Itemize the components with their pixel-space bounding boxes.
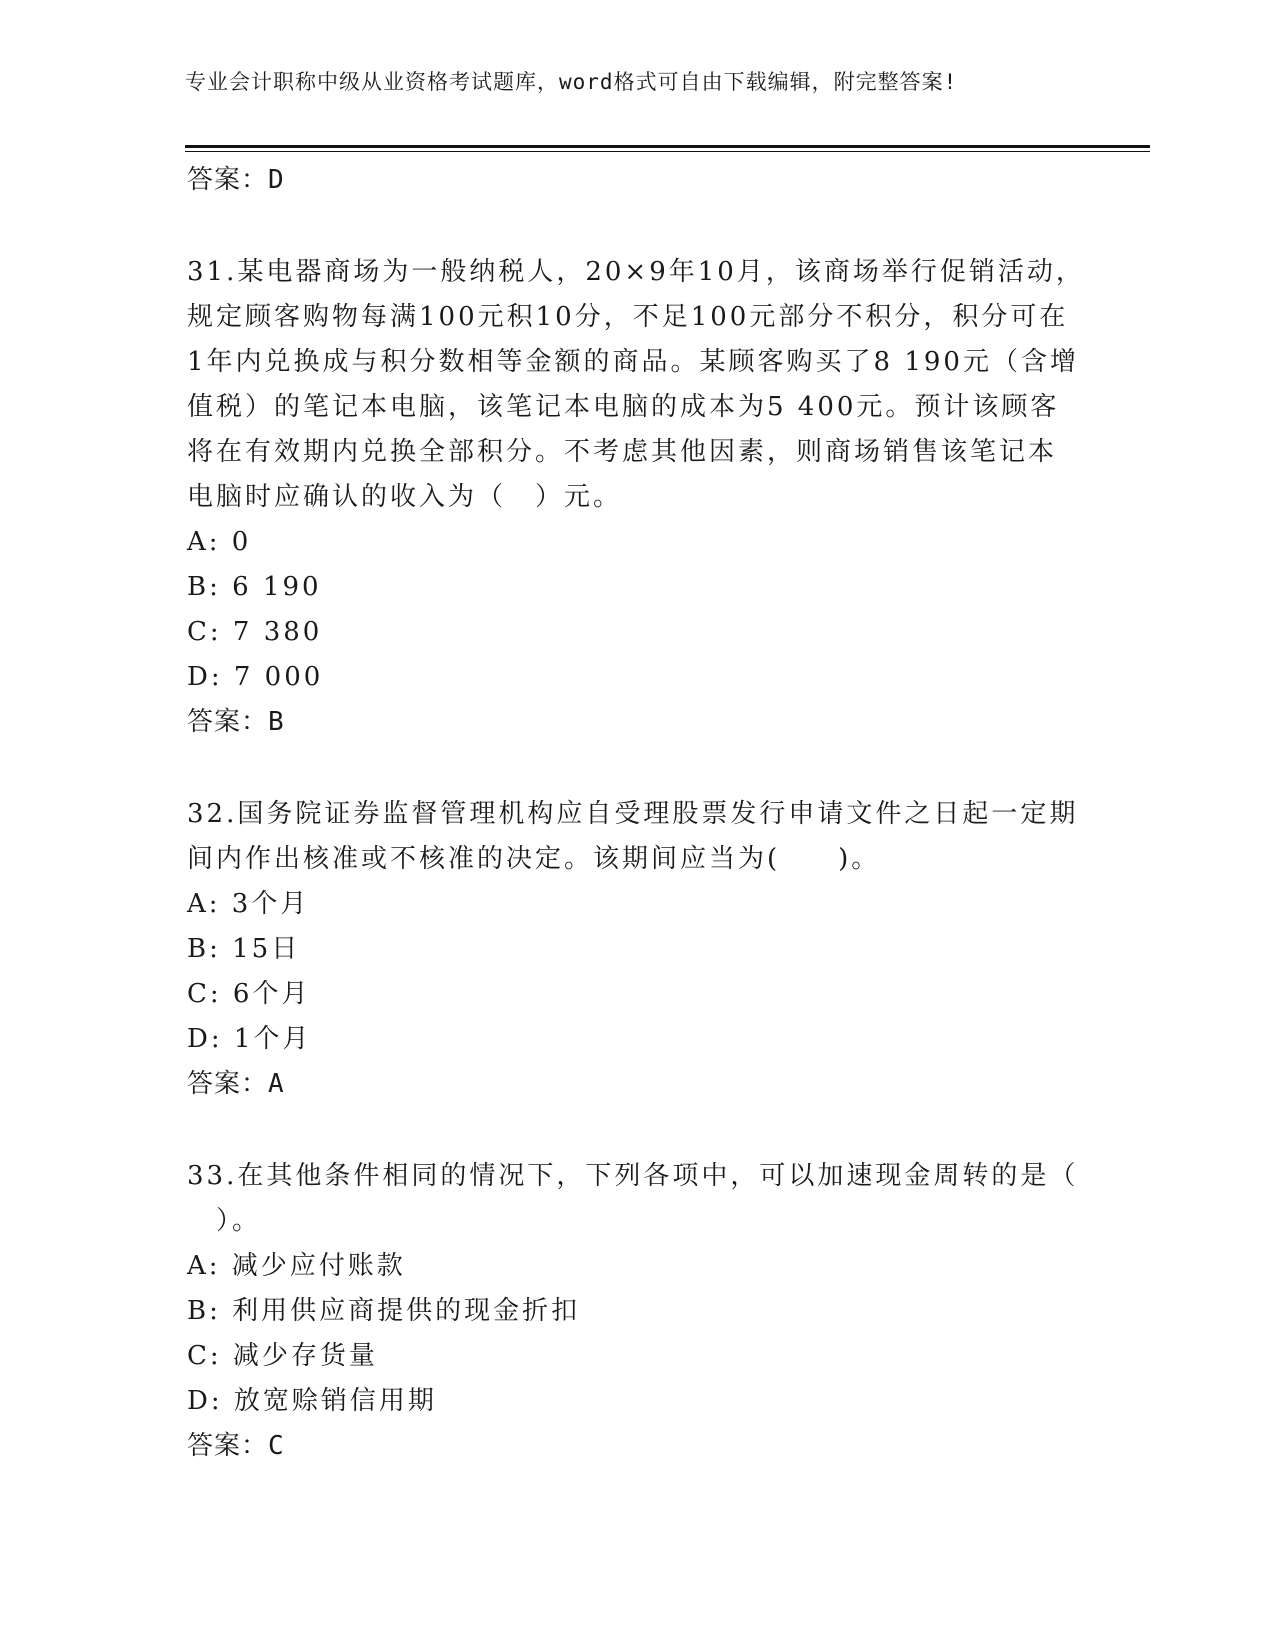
question-33 [187,1154,1087,1468]
question-list [187,158,1087,1468]
option-a: A: 减少应付账款 [187,1251,406,1281]
question-31 [187,250,1087,744]
answer: 答案：C [187,1431,285,1461]
option-d: D: 1个月 [187,1024,312,1054]
option-b: B: 15日 [187,934,301,964]
question-stem-line: 33.在其他条件相同的情况下，下列各项中，可以加速现金周转的是（ [187,1161,1079,1191]
option-c: C: 7 380 [187,617,323,647]
option-d: D: 7 000 [187,662,324,692]
question-stem-line: 规定顾客购物每满100元积10分，不足100元部分不积分，积分可在 [187,302,1069,332]
header-rule-thin [185,151,1150,152]
question-stem-line: ）。 [187,1206,262,1236]
question-stem-line: 值税）的笔记本电脑，该笔记本电脑的成本为5 400元。预计该顾客 [187,392,1060,422]
option-b: B: 6 190 [187,572,322,602]
question-stem-line: 31.某电器商场为一般纳税人，20×9年10月，该商场举行促销活动， [187,257,1085,287]
answer: 答案：B [187,707,285,737]
option-c: C: 6个月 [187,979,311,1009]
question-stem-line: 将在有效期内兑换全部积分。不考虑其他因素，则商场销售该笔记本 [187,437,1058,467]
question-stem-line: 1年内兑换成与积分数相等金额的商品。某顾客购买了8 190元（含增 [187,347,1079,377]
option-c: C: 减少存货量 [187,1341,378,1371]
page-header: 专业会计职称中级从业资格考试题库，word格式可自由下载编辑，附完整答案! [185,70,958,94]
previous-answer: 答案：D [187,165,285,195]
answer: 答案：A [187,1069,285,1099]
option-d: D: 放宽赊销信用期 [187,1386,437,1416]
option-b: B: 利用供应商提供的现金折扣 [187,1296,581,1326]
question-stem-line: 32.国务院证券监督管理机构应自受理股票发行申请文件之日起一定期 [187,799,1079,829]
question-stem-line: 电脑时应确认的收入为（ ）元。 [187,482,623,512]
header-rule-thick [185,145,1150,148]
question-stem-line: 间内作出核准或不核准的决定。该期间应当为( )。 [187,844,881,874]
question-32 [187,792,1087,1106]
option-a: A: 3个月 [187,889,310,919]
option-a: A: 0 [187,527,252,557]
